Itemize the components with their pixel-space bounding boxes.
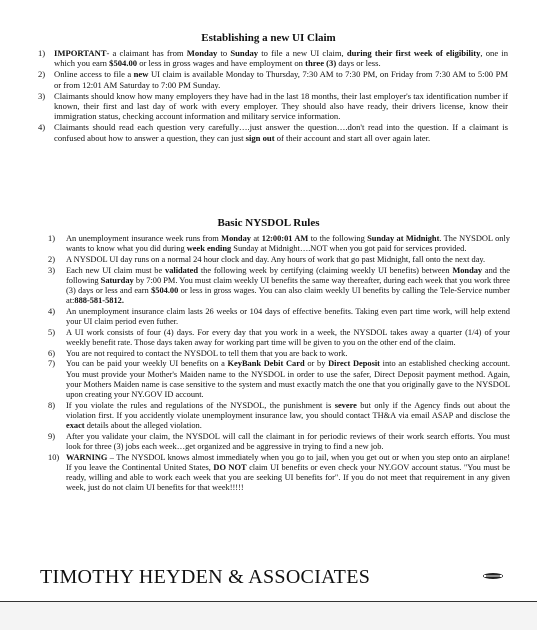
emphasis-text: Monday	[186, 48, 218, 58]
list-item	[38, 122, 508, 143]
list-item	[48, 234, 510, 254]
body-text: – The NYSDOL knows almost immediately when you go to jail, when you get out or when you step onto an airplane! If you leave the Continental United States,	[66, 452, 510, 472]
emphasis-text: validated	[165, 265, 199, 275]
body-text: to the following	[308, 234, 368, 243]
list-item	[48, 328, 510, 348]
emphasis-text: Sunday	[230, 48, 259, 58]
emphasis-text: three (3)	[305, 58, 337, 69]
list-item-number: 3)	[38, 90, 46, 101]
body-text: , one in which you earn	[54, 48, 508, 69]
new-claim-list	[38, 48, 508, 144]
list-item	[38, 91, 508, 122]
body-text: If you violate the rules and regulations of the NYSDOL, the punishment is	[66, 400, 335, 410]
list-item	[38, 69, 508, 90]
emphasis-text: KeyBank Debit Card	[227, 359, 305, 369]
list-item-number: 9)	[48, 431, 55, 441]
list-item-number: 2)	[38, 69, 46, 80]
emphasis-text: exact	[66, 421, 85, 431]
section-title-new-claim: Establishing a new UI Claim	[201, 32, 336, 44]
list-item	[48, 307, 510, 327]
emphasis-text: during their first week of eligibility	[346, 48, 481, 58]
list-item-number: 5)	[48, 327, 55, 337]
body-text: Claimants should read each question very carefully….just answer the question….don't read into the question. If a claimant is confused about how to answer a question, they can just	[54, 122, 508, 143]
list-item-number: 3)	[48, 265, 55, 275]
body-text: Claimants should know how many employers they have had in the last 18 months, their last employer's tax identification number if known, their first and last day of work with every employer. They should also have ready, their drivers license, know their immigration status, checking account information and military service information.	[54, 90, 508, 122]
body-text: details about the alleged violation.	[84, 421, 202, 431]
list-item	[48, 266, 510, 307]
emphasis-text: Sunday at Midnight	[367, 234, 440, 243]
body-text: the following week by certifying (claiming weekly UI benefits) between	[198, 265, 453, 275]
scales-logo-icon	[482, 570, 504, 582]
emphasis-text: Saturday	[100, 275, 134, 285]
emphasis-text: sign out	[245, 132, 275, 143]
emphasis-text: Monday	[452, 265, 483, 275]
list-item	[48, 432, 510, 452]
emphasis-text: $504.00	[109, 58, 138, 69]
body-text: Sunday at Midnight….NOT when you got paid for services provided.	[231, 244, 467, 254]
body-text: Each new UI claim must be	[66, 265, 165, 275]
list-item-number: 1)	[48, 234, 55, 243]
body-text: or by	[304, 359, 329, 369]
body-text: An unemployment insurance week runs from	[66, 234, 222, 243]
body-text: to file a new UI claim,	[258, 48, 347, 58]
emphasis-text: IMPORTANT	[54, 48, 107, 58]
list-item-number: 7)	[48, 359, 55, 369]
body-text: into an established checking account. You must provide your Mother's Maiden name to the NYSDOL in order to use the safer, Direct Deposit payment method. Again, your Mothers Maiden name is case sensitive to the system and must exactly match the one that you originally gave to the NYSDOL upon creating your NY.GOV ID account.	[66, 359, 510, 400]
list-item-number: 2)	[48, 254, 55, 264]
body-text: at	[250, 234, 262, 243]
emphasis-text: Direct Deposit	[328, 359, 380, 369]
list-item	[48, 453, 510, 494]
body-text: but only if the Agency finds out about the violation first. If you accidently violate unemployment insurance law, you should contact TH&A via email ASAP and disclose the	[66, 400, 510, 420]
firm-name: TIMOTHY HEYDEN & ASSOCIATES	[40, 566, 371, 588]
emphasis-text: Monday	[221, 234, 251, 243]
body-text: UI claim is available Monday to Thursday, 7:30 AM to 7:30 PM, on Friday from 7:30 AM to 5:00 PM or from 12:01 AM Saturday to 7:00 PM Sunday.	[54, 69, 508, 90]
body-text: Online access to file a	[54, 69, 134, 80]
emphasis-text: DO NOT	[213, 462, 247, 472]
body-text: or less in gross wages. You can also claim weekly UI benefits by calling the Tele-Service number at:	[66, 286, 510, 306]
section-title-nysdol-rules: Basic NYSDOL Rules	[217, 217, 320, 229]
nysdol-rules-list	[48, 234, 510, 494]
body-text: After you validate your claim, the NYSDOL will call the claimant in for periodic reviews of their work search efforts. You must look for three (3) jobs each week…get organized and be aggressive in trying to find a new job.	[66, 431, 510, 452]
emphasis-text: $504.00	[151, 286, 179, 296]
emphasis-text: new	[133, 69, 149, 80]
emphasis-text: 888-581-5812.	[74, 296, 124, 306]
list-item	[48, 349, 510, 359]
list-item	[48, 255, 510, 265]
body-text: or less in gross wages and have employment on	[137, 58, 306, 69]
page-bottom-margin	[0, 602, 537, 630]
emphasis-text: WARNING	[66, 452, 108, 462]
body-text: of their account and start all over again later.	[274, 132, 431, 143]
list-item	[48, 401, 510, 432]
body-text: A UI work consists of four (4) days. For every day that you work in a week, the NYSDOL takes away a quarter (1/4) of your weekly benefit rate. Those days taken away for working part time will be given to you on the other end of the claim.	[66, 327, 510, 348]
body-text: - a claimant has from	[106, 48, 187, 58]
body-text: An unemployment insurance claim lasts 26 weeks or 104 days of effective benefits. Taking even part time work, will help extend your UI claim period even futher.	[66, 306, 510, 327]
list-item-number: 10)	[48, 452, 60, 462]
body-text: by 7:00 PM. You must claim weekly UI benefits the same way thereafter, during each week that you work three (3) days or less and earn	[66, 275, 510, 296]
list-item	[38, 48, 508, 69]
body-text: claim UI benefits or even check your NY.GOV account status. "You must be ready, willing and able to work each week that you are seeking UI benefits for". If you do not meet that requirement in any given week, just do not claim UI benefits for that week!!!!!	[66, 462, 510, 493]
list-item-number: 1)	[38, 48, 46, 58]
emphasis-text: 12:00:01 AM	[261, 234, 309, 243]
body-text: . The NYSDOL only wants to know what you did during	[66, 234, 510, 254]
emphasis-text: severe	[334, 400, 357, 410]
body-text: A NYSDOL UI day runs on a normal 24 hour clock and day. Any hours of work that go past Midnight, fall onto the next day.	[66, 254, 486, 264]
list-item-number: 8)	[48, 400, 55, 410]
body-text: days or less.	[336, 58, 381, 69]
list-item-number: 4)	[38, 122, 46, 133]
body-text: You are not required to contact the NYSDOL to tell them that you are back to work.	[66, 348, 348, 358]
list-item	[48, 359, 510, 400]
emphasis-text: week ending	[186, 244, 232, 254]
body-text: You can be paid your weekly UI benefits on a	[66, 359, 228, 369]
body-text: and the following	[66, 265, 511, 285]
body-text: to	[217, 48, 231, 58]
list-item-number: 4)	[48, 306, 55, 316]
list-item-number: 6)	[48, 348, 55, 358]
